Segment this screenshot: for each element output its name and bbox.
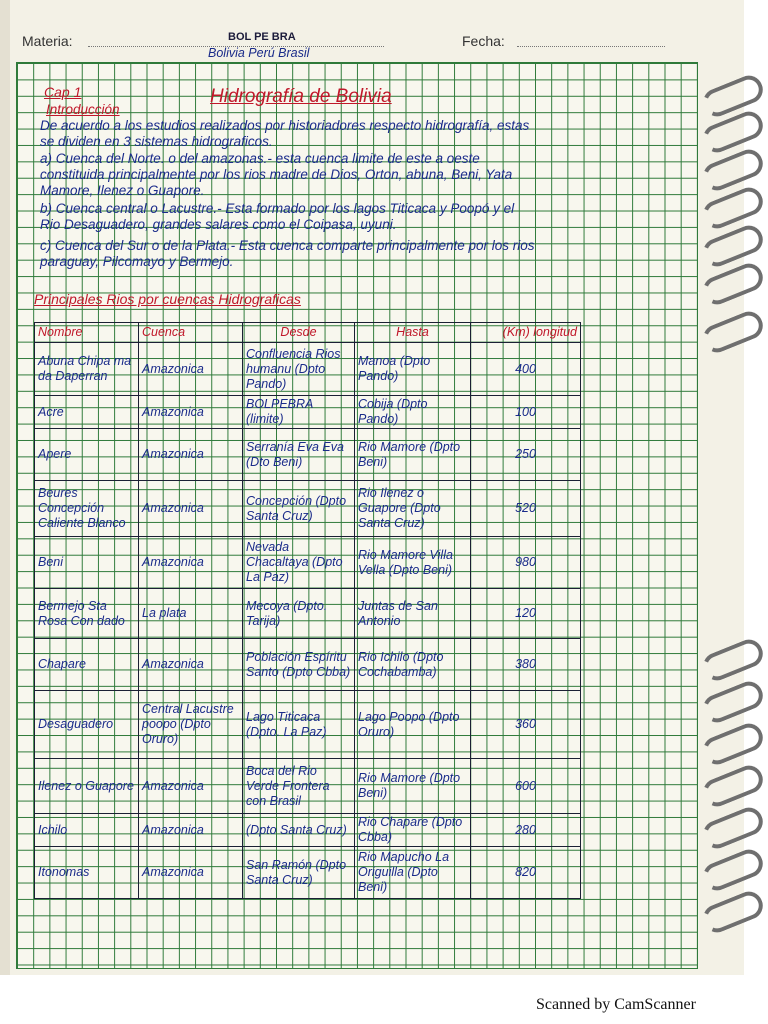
cell-desde: Boca del Rio Verde Frontera con Brasil <box>243 759 355 814</box>
fecha-line <box>517 46 665 47</box>
section-c-line: paraguay, Pilcomayo y Bermejo. <box>40 254 234 269</box>
materia-label: Materia: <box>22 33 73 49</box>
table-header-row <box>35 323 581 343</box>
page-title: Hidrografía de Bolivia <box>210 86 392 107</box>
intro-paragraph <box>40 118 680 150</box>
cell-nombre: Apere <box>35 429 139 481</box>
cell-cuenca: Amazonica <box>139 759 243 814</box>
cell-desde: Mecoya (Dpto. Tarija) <box>243 589 355 639</box>
cell-hasta: Rio Mamore (Dpto Beni) <box>355 759 471 814</box>
binding-ring <box>699 259 767 308</box>
cell-nombre: Itonomas <box>35 847 139 899</box>
cell-cuenca: Central Lacustre poopo (Dpto Oruro) <box>139 691 243 759</box>
cell-longitud: 360 <box>471 691 581 759</box>
intro-line: De acuerdo a los estudios realizados por historiadores respecto hidrografía, estas <box>40 118 530 133</box>
cell-desde: San Ramón (Dpto Santa Cruz) <box>243 847 355 899</box>
header-desde: Desde <box>243 323 355 343</box>
intro-heading: Introducción <box>46 102 120 117</box>
binding-ring <box>699 635 767 684</box>
cell-longitud: 280 <box>471 814 581 847</box>
cell-cuenca: Amazonica <box>139 481 243 537</box>
cell-hasta: Rio Mamore (Dpto Beni) <box>355 429 471 481</box>
binding-ring <box>699 221 767 270</box>
table-row <box>35 814 581 847</box>
table-row <box>35 429 581 481</box>
section-a-line: constituida principalmente por los rios madre de Dios, Orton, abuna, Beni, Yata <box>40 167 513 182</box>
header-hasta: Hasta <box>355 323 471 343</box>
header-nombre: Nombre <box>35 323 139 343</box>
section-a-line: a) Cuenca del Norte. o del amazonas.- esta cuenca limite de este a oeste <box>40 151 480 166</box>
binding-ring <box>699 183 767 232</box>
section-b <box>40 201 680 233</box>
binding-ring <box>699 887 767 936</box>
chapter-label: Cap 1 <box>44 84 82 100</box>
binding-ring <box>699 845 767 894</box>
cell-cuenca: Amazonica <box>139 537 243 589</box>
section-a-line: Mamore, Ilenez o Guapore. <box>40 183 205 198</box>
cell-desde: Nevada Chacaltaya (Dpto La Paz) <box>243 537 355 589</box>
cell-nombre: Acre <box>35 396 139 429</box>
cell-cuenca: Amazonica <box>139 639 243 691</box>
table-row <box>35 847 581 899</box>
cell-longitud: 600 <box>471 759 581 814</box>
table-heading: Principales Rios por cuencas Hidrograficas <box>34 291 301 307</box>
cell-longitud: 520 <box>471 481 581 537</box>
cell-nombre: Chapare <box>35 639 139 691</box>
header-longitud: (Km) longitud <box>471 323 581 343</box>
cell-longitud: 250 <box>471 429 581 481</box>
table-row <box>35 481 581 537</box>
rivers-table <box>34 322 581 899</box>
intro-line: se dividen en 3 sistemas hidrograficos. <box>40 134 273 149</box>
cell-hasta: Manoa (Dpto Pando) <box>355 343 471 396</box>
cell-hasta: Rio Ilenez o Guapore (Dpto Santa Cruz) <box>355 481 471 537</box>
cell-desde: Concepción (Dpto Santa Cruz) <box>243 481 355 537</box>
cell-nombre: Bermejo Sta Rosa Con dado <box>35 589 139 639</box>
subject-line-1: BOL PE BRA <box>228 31 296 43</box>
cell-hasta: Rio Mapucho La Origuilla (Dpto Beni) <box>355 847 471 899</box>
cell-hasta: Cobija (Dpto Pando) <box>355 396 471 429</box>
table-row <box>35 343 581 396</box>
binding-ring <box>699 677 767 726</box>
section-b-line: b) Cuenca central o Lacustre.- Esta formado por los lagos Titicaca y Poopó y el <box>40 201 515 216</box>
section-b-line: Rio Desaguadero, grandes salares como el Coipasa, uyuni. <box>40 217 397 232</box>
cell-longitud: 380 <box>471 639 581 691</box>
cell-cuenca: Amazonica <box>139 396 243 429</box>
binding-ring <box>699 307 767 356</box>
cell-desde: BOLPEBRA (limite) <box>243 396 355 429</box>
table-row <box>35 639 581 691</box>
cell-nombre: Ilenez o Guapore <box>35 759 139 814</box>
page-edge <box>0 0 10 975</box>
cell-longitud: 820 <box>471 847 581 899</box>
binding-ring <box>699 803 767 852</box>
cell-longitud: 100 <box>471 396 581 429</box>
table-row <box>35 589 581 639</box>
cell-nombre: Beures Concepción Caliente Blanco <box>35 481 139 537</box>
table-row <box>35 537 581 589</box>
scanner-watermark: Scanned by CamScanner <box>536 996 696 1013</box>
cell-longitud: 980 <box>471 537 581 589</box>
cell-nombre: Ichilo <box>35 814 139 847</box>
binding-ring <box>699 145 767 194</box>
cell-nombre: Desaguadero <box>35 691 139 759</box>
table-row <box>35 759 581 814</box>
cell-hasta: Lago Poopo (Dpto Oruro) <box>355 691 471 759</box>
section-c <box>40 238 680 270</box>
cell-cuenca: Amazonica <box>139 814 243 847</box>
section-c-line: c) Cuenca del Sur o de la Plata.- Esta cuenca comparte principalmente por los rios <box>40 238 535 253</box>
cell-nombre: Beni <box>35 537 139 589</box>
cell-desde: Confluencia Rios humanu (Dpto Pando) <box>243 343 355 396</box>
cell-nombre: Abuna Chipa ma da Daperran <box>35 343 139 396</box>
binding-ring <box>699 107 767 156</box>
table-row <box>35 396 581 429</box>
cell-desde: Población Espíritu Santo (Dpto Cbba) <box>243 639 355 691</box>
table-row <box>35 691 581 759</box>
cell-hasta: Juntas de San Antonio <box>355 589 471 639</box>
section-a <box>40 151 680 199</box>
subject-line-2: Bolivia Perú Brasil <box>208 46 310 60</box>
cell-longitud: 400 <box>471 343 581 396</box>
fecha-label: Fecha: <box>462 33 505 49</box>
binding-ring <box>699 719 767 768</box>
cell-hasta: Rio Chapare (Dpto Cbba) <box>355 814 471 847</box>
cell-hasta: Rio Mamore Villa Vella (Dpto Beni) <box>355 537 471 589</box>
cell-longitud: 120 <box>471 589 581 639</box>
cell-desde: Lago Titicaca (Dpto. La Paz) <box>243 691 355 759</box>
cell-cuenca: Amazonica <box>139 343 243 396</box>
cell-hasta: Rio Ichilo (Dpto Cochabamba) <box>355 639 471 691</box>
cell-cuenca: Amazonica <box>139 429 243 481</box>
header-cuenca: Cuenca <box>139 323 243 343</box>
cell-desde: Serranía Eva Eva (Dto Beni) <box>243 429 355 481</box>
cell-desde: (Dpto Santa Cruz) <box>243 814 355 847</box>
cell-cuenca: Amazonica <box>139 847 243 899</box>
cell-cuenca: La plata <box>139 589 243 639</box>
spiral-binding <box>698 0 768 975</box>
binding-ring <box>699 761 767 810</box>
